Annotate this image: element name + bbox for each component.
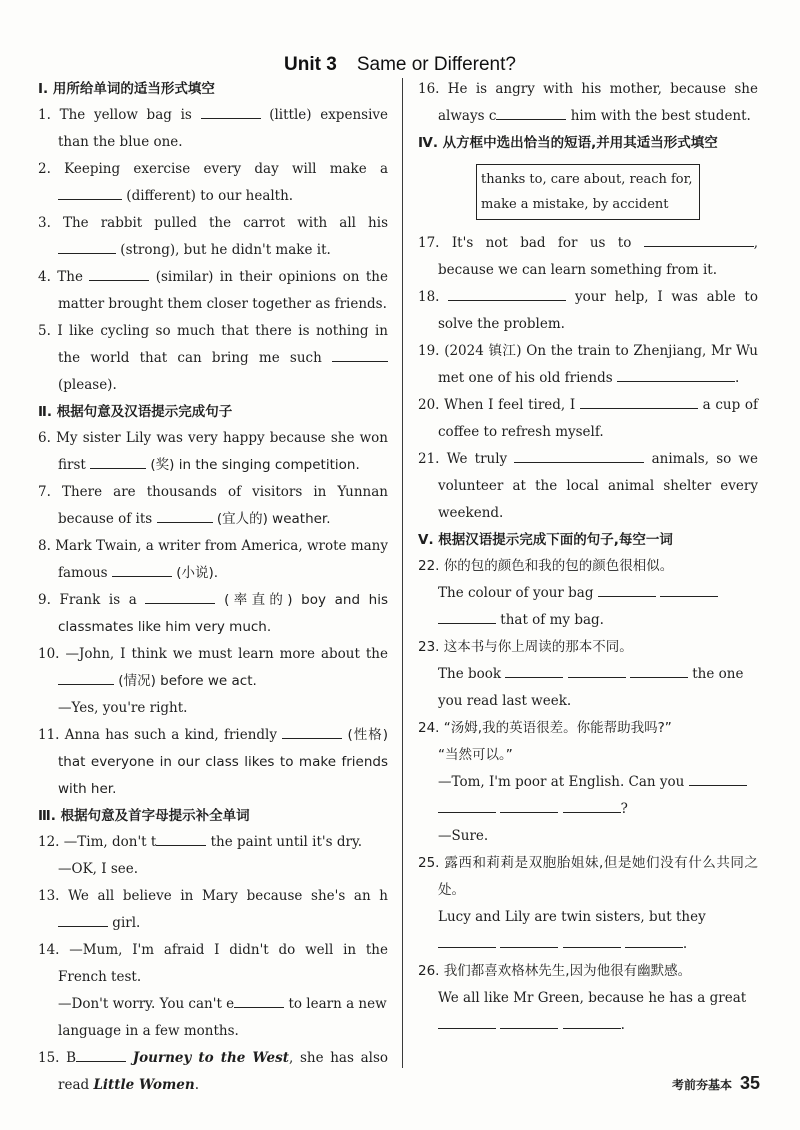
answer-blank[interactable] [660, 582, 718, 597]
answer-blank[interactable] [438, 933, 496, 948]
question-25-answer: Lucy and Lily are twin sisters, but they . [438, 909, 706, 952]
answer-blank[interactable] [234, 993, 284, 1008]
answer-blank[interactable] [580, 394, 698, 409]
question-1: 1. The yellow bag is (little) expensive than the blue one. [38, 102, 388, 156]
question-21: 21. We truly animals, so we volunteer at the local animal shelter every weekend. [418, 446, 758, 527]
question-12-reply: —OK, I see. [58, 861, 139, 877]
section-2-heading: Ⅱ. 根据句意及汉语提示完成句子 [38, 404, 233, 420]
answer-blank[interactable] [58, 239, 116, 254]
answer-blank[interactable] [568, 663, 626, 678]
question-3: 3. The rabbit pulled the carrot with all his (strong), but he didn't make it. [38, 215, 388, 258]
answer-blank[interactable] [689, 771, 747, 786]
answer-blank[interactable] [644, 232, 754, 247]
answer-blank[interactable] [332, 347, 388, 362]
answer-blank[interactable] [58, 185, 122, 200]
question-20: 20. When I feel tired, I a cup of coffee to refresh myself. [418, 392, 758, 446]
question-10-reply: —Yes, you're right. [58, 700, 188, 716]
answer-blank[interactable] [112, 562, 172, 577]
question-26-answer: We all like Mr Green, because he has a great . [438, 990, 747, 1033]
question-23-answer: The book the one you read last week. [418, 661, 758, 715]
footer-label: 考前夯基本 [671, 1078, 732, 1092]
answer-blank[interactable] [500, 933, 558, 948]
answer-blank[interactable] [76, 1047, 126, 1062]
answer-blank[interactable] [156, 831, 206, 846]
question-24-answer: —Tom, I'm poor at English. Can you ? [418, 769, 758, 823]
question-2: 2. Keeping exercise every day will make a (different) to our health. [38, 161, 388, 204]
question-24: 24. “汤姆,我的英语很差。你能帮助我吗?” [418, 720, 672, 736]
question-5: 5. I like cycling so much that there is nothing in the world that can bring me such (please). [38, 323, 388, 393]
answer-blank[interactable] [514, 448, 644, 463]
question-12: 12. —Tim, don't t the paint until it's dry. [38, 829, 388, 856]
section-3-heading: Ⅲ. 根据句意及首字母提示补全单词 [38, 808, 250, 824]
question-8: 8. Mark Twain, a writer from America, wrote many famous (小说). [38, 538, 388, 581]
question-26: 26. 我们都喜欢格林先生,因为他很有幽默感。 [418, 963, 692, 979]
answer-blank[interactable] [563, 798, 621, 813]
question-17: 17. It's not bad for us to , because we can learn something from it. [418, 230, 758, 284]
answer-blank[interactable] [496, 105, 566, 120]
column-divider [402, 78, 403, 1068]
page-title: Unit 3 Same or Different? [284, 54, 516, 75]
question-24-zh-reply: “当然可以。” [438, 747, 513, 763]
answer-blank[interactable] [90, 454, 146, 469]
question-4: 4. The (similar) in their opinions on the matter brought them closer together as friends. [38, 264, 388, 318]
question-6: 6. My sister Lily was very happy because she won first (奖) in the singing competition. [38, 430, 388, 473]
answer-blank[interactable] [617, 367, 735, 382]
answer-blank[interactable] [282, 724, 342, 739]
phrase-box: thanks to, care about, reach for, make a mistake, by accident [476, 164, 700, 220]
section-4-heading: Ⅳ. 从方框中选出恰当的短语,并用其适当形式填空 [418, 135, 718, 151]
answer-blank[interactable] [598, 582, 656, 597]
answer-blank[interactable] [201, 104, 261, 119]
page-footer [672, 1073, 760, 1094]
answer-blank[interactable] [438, 1014, 496, 1029]
section-5-heading: Ⅴ. 根据汉语提示完成下面的句子,每空一词 [418, 532, 673, 548]
question-13: 13. We all believe in Mary because she's an h girl. [38, 888, 389, 931]
question-10: 10. —John, I think we must learn more about the (情况) before we act. [38, 646, 388, 689]
answer-blank[interactable] [58, 670, 114, 685]
answer-blank[interactable] [145, 589, 215, 604]
question-18: 18. your help, I was able to solve the problem. [418, 284, 758, 338]
answer-blank[interactable] [448, 286, 566, 301]
answer-blank[interactable] [625, 933, 683, 948]
answer-blank[interactable] [500, 798, 558, 813]
question-19: 19. (2024 镇江) On the train to Zhenjiang, Mr Wu met one of his old friends . [418, 343, 758, 386]
answer-blank[interactable] [89, 266, 149, 281]
question-14: 14. —Mum, I'm afraid I didn't do well in the French test. [38, 942, 388, 985]
left-column [38, 76, 388, 1099]
answer-blank[interactable] [505, 663, 563, 678]
answer-blank[interactable] [438, 609, 496, 624]
question-24-reply: —Sure. [438, 828, 489, 844]
question-23: 23. 这本书与你上周读的那本不同。 [418, 639, 633, 655]
answer-blank[interactable] [58, 912, 108, 927]
question-11: 11. Anna has such a kind, friendly (性格) that everyone in our class likes to make friends with her. [38, 722, 388, 803]
section-1-heading: Ⅰ. 用所给单词的适当形式填空 [38, 81, 215, 97]
answer-blank[interactable] [157, 508, 213, 523]
question-7: 7. There are thousands of visitors in Yunnan because of its (宜人的) weather. [38, 484, 388, 527]
answer-blank[interactable] [563, 933, 621, 948]
question-16: 16. He is angry with his mother, because she always c him with the best student. [418, 81, 758, 124]
question-22-answer: The colour of your bag that of my bag. [418, 580, 758, 634]
question-22: 22. 你的包的颜色和我的包的颜色很相似。 [418, 558, 674, 574]
question-14-reply: —Don't worry. You can't e to learn a new language in a few months. [38, 991, 388, 1045]
answer-blank[interactable] [438, 798, 496, 813]
page-number: 35 [739, 1073, 760, 1093]
right-column [418, 76, 758, 1039]
question-25: 25. 露西和莉莉是双胞胎姐妹,但是她们没有什么共同之处。 [418, 855, 758, 898]
question-9: 9. Frank is a (率直的) boy and his classmates like him very much. [38, 587, 388, 641]
answer-blank[interactable] [500, 1014, 558, 1029]
answer-blank[interactable] [563, 1014, 621, 1029]
answer-blank[interactable] [630, 663, 688, 678]
question-15: 15. B Journey to the West, she has also read Little Women. [38, 1045, 388, 1099]
